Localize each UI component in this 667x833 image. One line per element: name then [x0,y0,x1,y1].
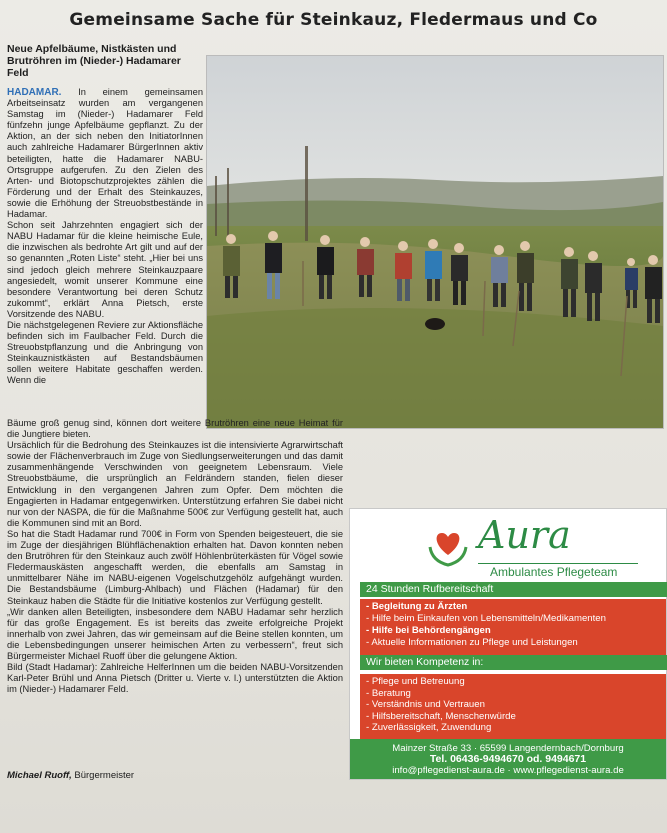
aura-logo [420,513,660,581]
ad-phone: Tel. 06436-9494670 od. 9494671 [429,753,587,765]
ad-competence-item: - Verständnis und Vertrauen [366,699,485,711]
ad-service-item: - Begleitung zu Ärzten [366,601,468,612]
ad-contact [350,739,666,779]
heart-hands-icon [424,525,472,569]
ad-service-list [360,599,666,655]
ad-competence-list [360,674,666,739]
dateline: HADAMAR. [7,87,62,98]
aura-brand-name: Aura [478,513,571,557]
article-paragraph: So hat die Stadt Hadamar rund 700€ in Form von Spenden beigesteuert, die sie im Zuge der diesjährigen Blühflächenaktion erhalten hat. Davon konnten neben den Brutröhren für den Steinkauz auch zwölf Höhlenbrüterkästen für Vögel sowie Fledermauskästen angeschafft werden, die ebenfalls am Samstag in unmittelbarer Nähe im NABU-eigenen Vogelschutzgehölz aufgehängt wurden. Die Bestandsbäume (Limburg-Ahlbach) und Flächen (Hadamar) für den Steinkauz haben die Städte für die Initiative kostenlos zur Verfügung gestellt. [7,528,343,606]
ad-section-title: Wir bieten Kompetenz in: [360,655,667,670]
ad-competence-item: - Pflege und Betreuung [366,676,465,687]
article-paragraph: Die nächstgelegenen Reviere zur Aktionsfläche befinden sich im Faulbacher Feld. Durch die Streuobstpflanzung und die Anbringung von Steinkauznistkästen auf Bestandsbäumen sollen weitere Habitate geschaffen werden. Wenn die [7,319,203,386]
ad-competence-item: - Zuverlässigkeit, Zuwendung [366,722,492,734]
ad-competence-item: - Hilfsbereitschaft, Menschenwürde [366,710,516,722]
ad-competence-item: - Beratung [366,687,411,699]
ad-address: Mainzer Straße 33 · 65599 Langendernbach/Dornburg [392,743,624,754]
article-paragraph: Schon seit Jahrzehnten engagiert sich der NABU Hadamar für die kleine heimische Eule, die inzwischen als bedrohte Art gilt und auf der so genannten „Roten Liste“ steht. „Hier bei uns sind jedoch gleich mehrere Steinkauzpaare angesiedelt, womit unserer Kommune eine besondere Verantwortung bei deren Schutz zukommt“, erklärt Anna Pietsch, erste Vorsitzende des NABU. [7,220,203,319]
article-signature [7,770,134,781]
article-subhead: Neue Apfelbäume, Nistkästen und Brutröhren im (Nieder-) Hadamarer Feld [7,43,181,79]
article-paragraph: Ursächlich für die Bedrohung des Steinkauzes ist die intensivierte Agrarwirtschaft sowie der Flächenverbrauch im Zuge von Siedlungserweiterungen und das damit zusammenhängende Verschwinden von geeignetem Lebensraum. Viele Streuobstbäume, die ursprünglich an Feldrändern standen, fielen dieser Entwicklung in den vergangenen Jahren zum Opfer. Dem möchten die Engagierten in Hadamar entgegenwirken. Unterstützung erfahren Sie dabei nicht nur von der NASPA, die für die Maßnahme 500€ zur Verfügung gestellt hat, auch die Kommunen sind mit an Bord. [7,440,343,528]
divider [478,563,638,564]
aura-advertisement [349,508,667,780]
ad-service-item: - Aktuelle Informationen zu Pflege und Leistungen [366,637,578,648]
signature-name: Michael Ruoff, [7,770,72,781]
ad-section-title: 24 Stunden Rufbereitschaft [360,582,667,597]
aura-tagline: Ambulantes Pflegeteam [490,565,618,579]
article-photo [206,55,664,429]
ad-web: info@pflegedienst-aura.de · www.pflegedienst-aura.de [392,765,624,776]
article-paragraph: HADAMAR. In einem gemeinsamen Arbeitseinsatz wurden am vergangenen Samstag im (Nieder-) Hadamarer Feld fünfzehn junge Apfelbäume gepflanzt. Zu der Aktion, an der sich neben den InitiatorInnen auch zahlreiche Hadamarer BürgerInnen aktiv beteiligten, hatte die Hadamarer NABU-Ortsgruppe aufgerufen. Zu den Zielen des Arten- und Biotopschutzprojektes zählen die Förderung und der Erhalt des Steinkauzes, sowie die Erhöhung der Streuobstbestände in Hadamar. [7,87,203,220]
article-headline: Gemeinsame Sache für Steinkauz, Fledermaus und Co [69,10,598,30]
ad-service-item: - Hilfe bei Behördengängen [366,625,491,636]
article-column-full [7,418,343,695]
signature-role: Bürgermeister [74,770,135,781]
photo-caption: Bild (Stadt Hadamar): Zahlreiche HelferInnen um die beiden NABU-Vorsitzenden Karl-Peter Brühl und Anna Pietsch (Dritter u. Vierte v. l.) unterstützten die Aktion im (Nieder-) Hadamarer Feld. [7,662,343,695]
article-paragraph: Bäume groß genug sind, können dort weitere Brutröhren eine neue Heimat für die Jungtiere bieten. [7,418,343,440]
article-paragraph: „Wir danken allen Beteiligten, insbesondere dem NABU Hadamar sehr herzlich für das große Engagement. Es ist bereits das zweite erfolgreiche Projekt innerhalb von zwei Jahren, das wir gemeinsam auf die Beine stellen konnten, um die Lebensbedingungen unserer heimischen Arten zu verbessern“, freut sich Bürgermeister Michael Ruoff über die gelungene Aktion. [7,606,343,661]
article-column-left [7,87,203,387]
ad-service-item: - Hilfe beim Einkaufen von Lebensmitteln/Medikamenten [366,613,606,624]
